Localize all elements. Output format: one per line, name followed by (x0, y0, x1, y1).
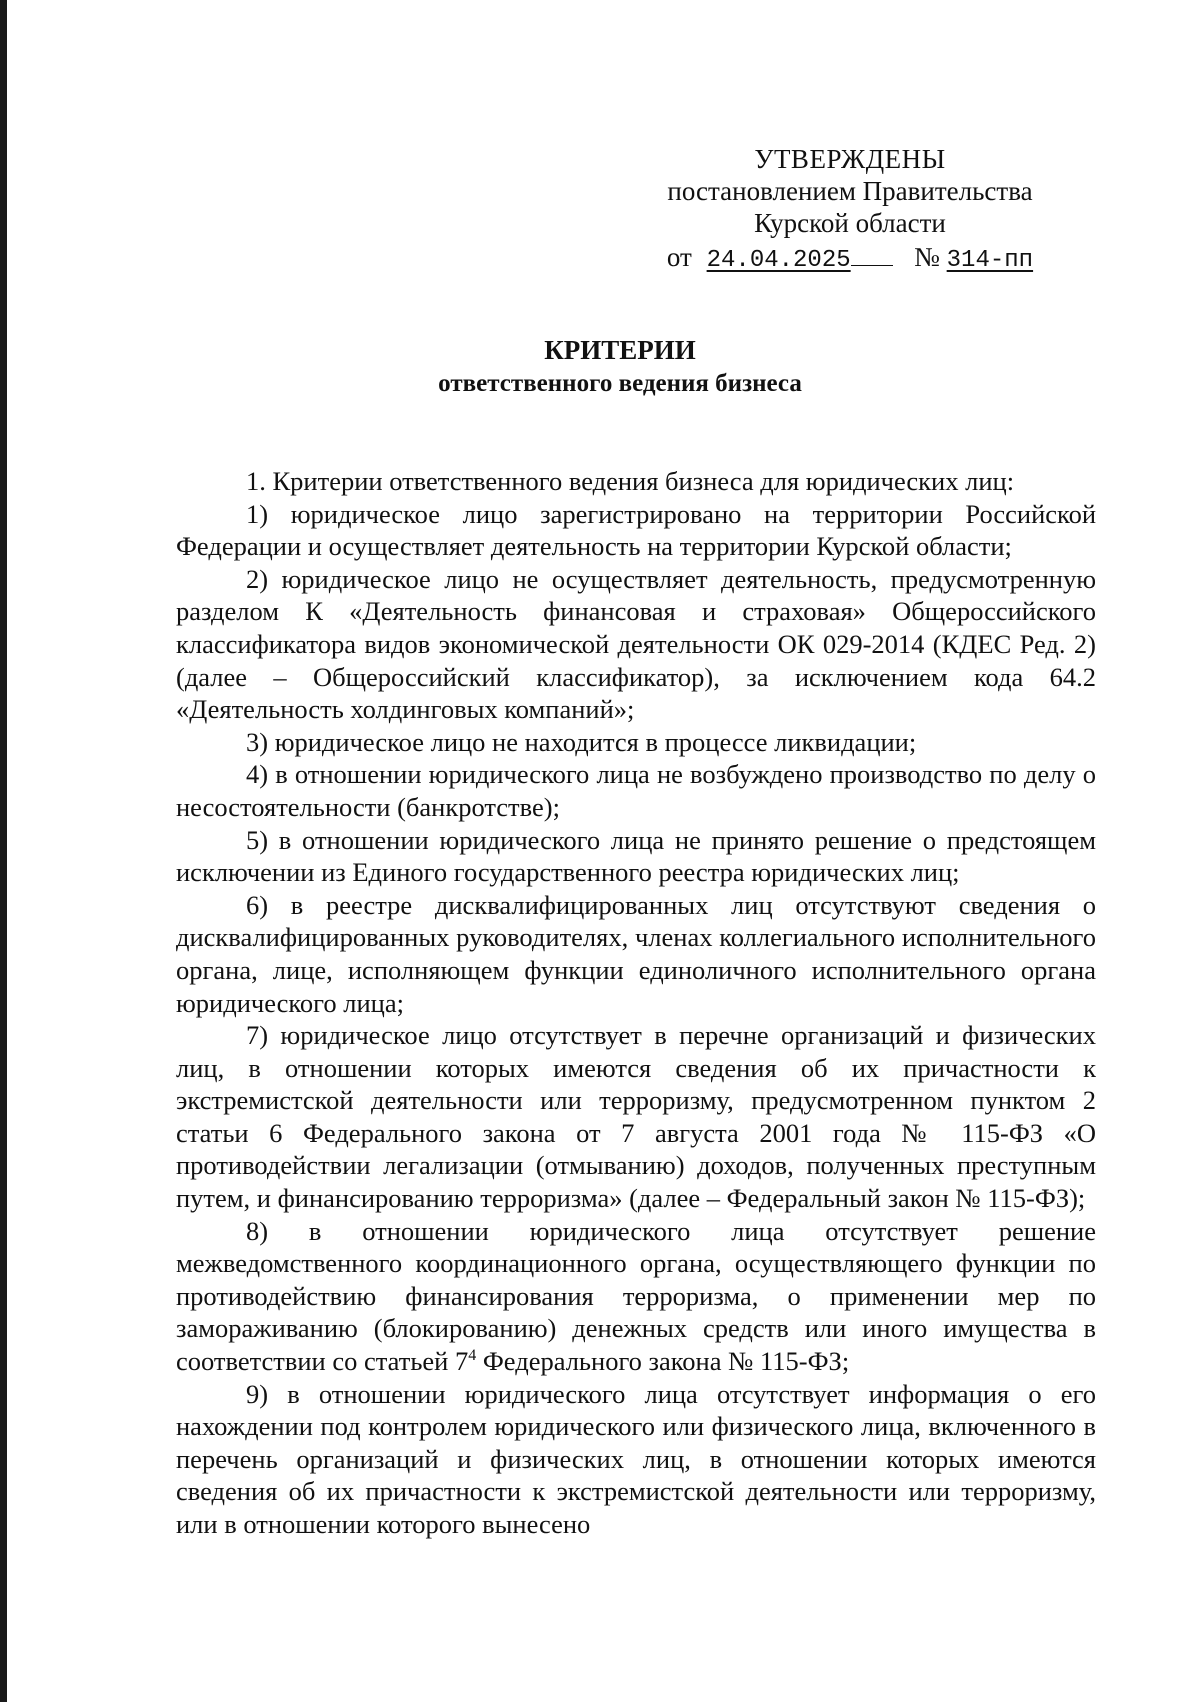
approval-title: УТВЕРЖДЕНЫ (754, 144, 946, 174)
p8-text: 8) в отношении юридического лица отсутствует решение межведомственного координационного органа, осуществляющего функции по противодействию финансирования терроризма, о применении мер по замораживанию (блокированию) денежных средств или иного имущества в соответствии со статьей 7 (176, 1215, 1096, 1377)
paragraph: 1) юридическое лицо зарегистрировано на территории Российской Федерации и осуществляет деятельность на территории Курской области; (176, 498, 1096, 562)
decree-number: 314-пп (946, 247, 1034, 274)
page-edge-border (0, 0, 7, 1702)
number-label: № (914, 242, 940, 272)
p8-superscript: 4 (468, 1347, 477, 1365)
paragraph: 7) юридическое лицо отсутствует в перечне организаций и физических лиц, в отношении которых имеются сведения об их причастности к экстремистской деятельности или терроризму, предусмотренном пунктом 2 статьи 6 Федерального закона от 7 августа 2001 года № 115-ФЗ «О противодействии легализации (отмыванию) доходов, полученных преступным путем, и финансированию терроризма» (далее – Федеральный закон № 115-ФЗ); (176, 1020, 1096, 1214)
paragraph: 1. Критерии ответственного ведения бизнеса для юридических лиц: (246, 466, 1015, 496)
paragraph: 5) в отношении юридического лица не принято решение о предстоящем исключении из Единого государственного реестра юридических лиц; (176, 824, 1096, 888)
approval-stamp (640, 143, 1060, 277)
document-subtitle: ответственного ведения бизнеса (438, 370, 802, 397)
p8-text-end: Федерального закона № 115-ФЗ; (476, 1346, 850, 1377)
document-heading (170, 332, 1070, 400)
paragraph-9: 9) в отношении юридического лица отсутствует информация о его нахождении под контролем юридического или физического лица, включенного в перечень организаций и физических лиц, в отношении которых имеются сведения об их причастности к экстремистской деятельности или терроризму, или в отношении которого вынесено (176, 1378, 1096, 1539)
paragraph: 6) в реестре дисквалифицированных лиц отсутствуют сведения о дисквалифицированных руководителях, членах коллегиального исполнительного органа, лице, исполняющем функции единоличного исполнительного органа юридического лица; (176, 889, 1096, 1018)
from-label: от (666, 242, 692, 272)
document-title: КРИТЕРИИ (544, 335, 696, 365)
approval-line-1: постановлением Правительства (667, 176, 1033, 206)
approval-line-2: Курской области (754, 208, 946, 238)
approval-date-line (640, 241, 1060, 277)
paragraph: 4) в отношении юридического лица не возбуждено производство по делу о несостоятельности (банкротстве); (176, 759, 1096, 822)
paragraph-8 (176, 1215, 1096, 1378)
decree-date: 24.04.2025 (706, 247, 851, 274)
paragraph: 2) юридическое лицо не осуществляет деятельность, предусмотренную разделом К «Деятельность финансовая и страховая» Общероссийского классификатора видов экономической деятельности ОК 029-2014 (КДЕС Ред. 2) (далее – Общероссийский классификатор), за исключением кода 64.2 «Деятельность холдинговых компаний»; (176, 563, 1096, 725)
document-body (176, 465, 1096, 1541)
paragraph: 3) юридическое лицо не находится в процессе ликвидации; (246, 726, 917, 757)
